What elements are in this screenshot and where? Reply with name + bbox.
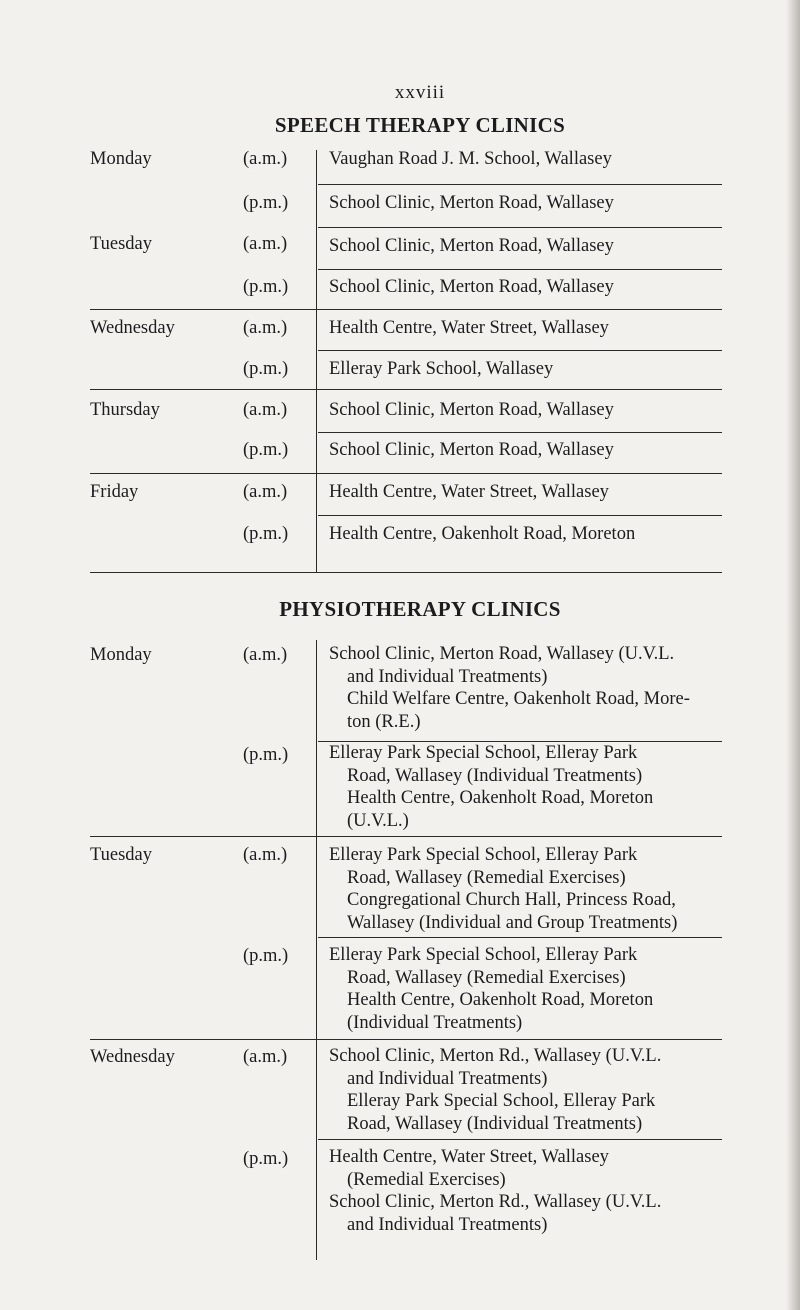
physio-day: Wednesday (90, 1047, 175, 1067)
speech-period: (p.m.) (243, 524, 289, 544)
speech-venue: Health Centre, Water Street, Wallasey (329, 482, 609, 502)
physiotherapy-title: PHYSIOTHERAPY CLINICS (279, 597, 561, 621)
physio-venue (329, 1146, 739, 1236)
speech-venue: Elleray Park School, Wallasey (329, 359, 554, 379)
venue-line: School Clinic, Merton Rd., Wallasey (U.V.L. (329, 1046, 662, 1066)
venue-line: and Individual Treatments) (347, 1214, 548, 1235)
venue-line: Road, Wallasey (Individual Treatments) (347, 1113, 643, 1134)
venue-line: and Individual Treatments) (347, 1068, 548, 1089)
speech-therapy-title: SPEECH THERAPY CLINICS (274, 113, 566, 137)
venue-line: Road, Wallasey (Individual Treatments) (347, 765, 643, 786)
physio-venue (329, 742, 739, 832)
speech-venue: Vaughan Road J. M. School, Wallasey (329, 149, 612, 169)
physio-period: (a.m.) (243, 845, 288, 865)
venue-line: Elleray Park Special School, Elleray Park (329, 945, 638, 965)
venue-line: Health Centre, Oakenholt Road, Moreton (347, 788, 654, 808)
physio-day: Tuesday (90, 845, 153, 865)
day-divider (90, 389, 722, 390)
venue-line: (Remedial Exercises) (347, 1169, 506, 1190)
physio-venue (329, 1045, 739, 1135)
physio-period: (p.m.) (243, 745, 289, 765)
venue-line: Elleray Park Special School, Elleray Park (347, 1091, 656, 1111)
venue-line: Road, Wallasey (Remedial Exercises) (347, 867, 626, 888)
venue-line: Child Welfare Centre, Oakenholt Road, More- (347, 689, 690, 709)
speech-period: (p.m.) (243, 440, 289, 460)
speech-day: Tuesday (90, 234, 153, 254)
venue-line: Health Centre, Oakenholt Road, Moreton (347, 990, 654, 1010)
speech-day: Monday (90, 149, 152, 169)
physio-venue (329, 844, 739, 934)
speech-period: (a.m.) (243, 234, 288, 254)
physio-period: (p.m.) (243, 1149, 289, 1169)
row-divider (318, 350, 722, 351)
venue-line: School Clinic, Merton Road, Wallasey (U.V.L. (329, 644, 675, 664)
row-divider (318, 937, 722, 938)
day-divider (90, 309, 722, 310)
page-edge-shadow (786, 0, 800, 1310)
venue-line: Elleray Park Special School, Elleray Park (329, 845, 638, 865)
day-divider (90, 1039, 722, 1040)
speech-period: (p.m.) (243, 359, 289, 379)
row-divider (318, 184, 722, 185)
speech-period: (p.m.) (243, 277, 289, 297)
day-divider (90, 473, 722, 474)
speech-period: (a.m.) (243, 149, 288, 169)
venue-line: Road, Wallasey (Remedial Exercises) (347, 967, 626, 988)
row-divider (318, 1139, 722, 1140)
venue-line: (Individual Treatments) (347, 1012, 523, 1033)
speech-venue: School Clinic, Merton Road, Wallasey (329, 236, 614, 256)
speech-venue: Health Centre, Water Street, Wallasey (329, 318, 609, 338)
venue-line: Health Centre, Water Street, Wallasey (329, 1147, 609, 1167)
speech-period: (a.m.) (243, 318, 288, 338)
venue-line: and Individual Treatments) (347, 666, 548, 687)
column-divider (316, 150, 317, 572)
venue-line: (U.V.L.) (347, 810, 409, 831)
speech-period: (a.m.) (243, 482, 288, 502)
speech-venue: School Clinic, Merton Road, Wallasey (329, 277, 614, 297)
physio-period: (p.m.) (243, 946, 289, 966)
physio-venue (329, 643, 739, 733)
table-bottom-rule (90, 572, 722, 573)
venue-line: School Clinic, Merton Rd., Wallasey (U.V.L. (329, 1192, 662, 1212)
physio-venue (329, 944, 739, 1034)
speech-venue: Health Centre, Oakenholt Road, Moreton (329, 524, 636, 544)
row-divider (318, 269, 722, 270)
venue-line: Congregational Church Hall, Princess Road, (347, 890, 676, 910)
physio-period: (a.m.) (243, 645, 288, 665)
speech-day: Friday (90, 482, 139, 502)
row-divider (318, 432, 722, 433)
speech-venue: School Clinic, Merton Road, Wallasey (329, 193, 614, 213)
speech-day: Wednesday (90, 318, 175, 338)
page-number: xxviii (394, 82, 446, 103)
venue-line: ton (R.E.) (347, 711, 421, 732)
speech-day: Thursday (90, 400, 160, 420)
venue-line: Wallasey (Individual and Group Treatments) (347, 912, 678, 933)
speech-period: (a.m.) (243, 400, 288, 420)
column-divider (316, 640, 317, 1260)
physio-period: (a.m.) (243, 1047, 288, 1067)
physio-day: Monday (90, 645, 152, 665)
speech-venue: School Clinic, Merton Road, Wallasey (329, 440, 614, 460)
row-divider (318, 515, 722, 516)
venue-line: Elleray Park Special School, Elleray Park (329, 743, 638, 763)
speech-venue: School Clinic, Merton Road, Wallasey (329, 400, 614, 420)
day-divider (90, 836, 722, 837)
speech-period: (p.m.) (243, 193, 289, 213)
row-divider (318, 227, 722, 228)
